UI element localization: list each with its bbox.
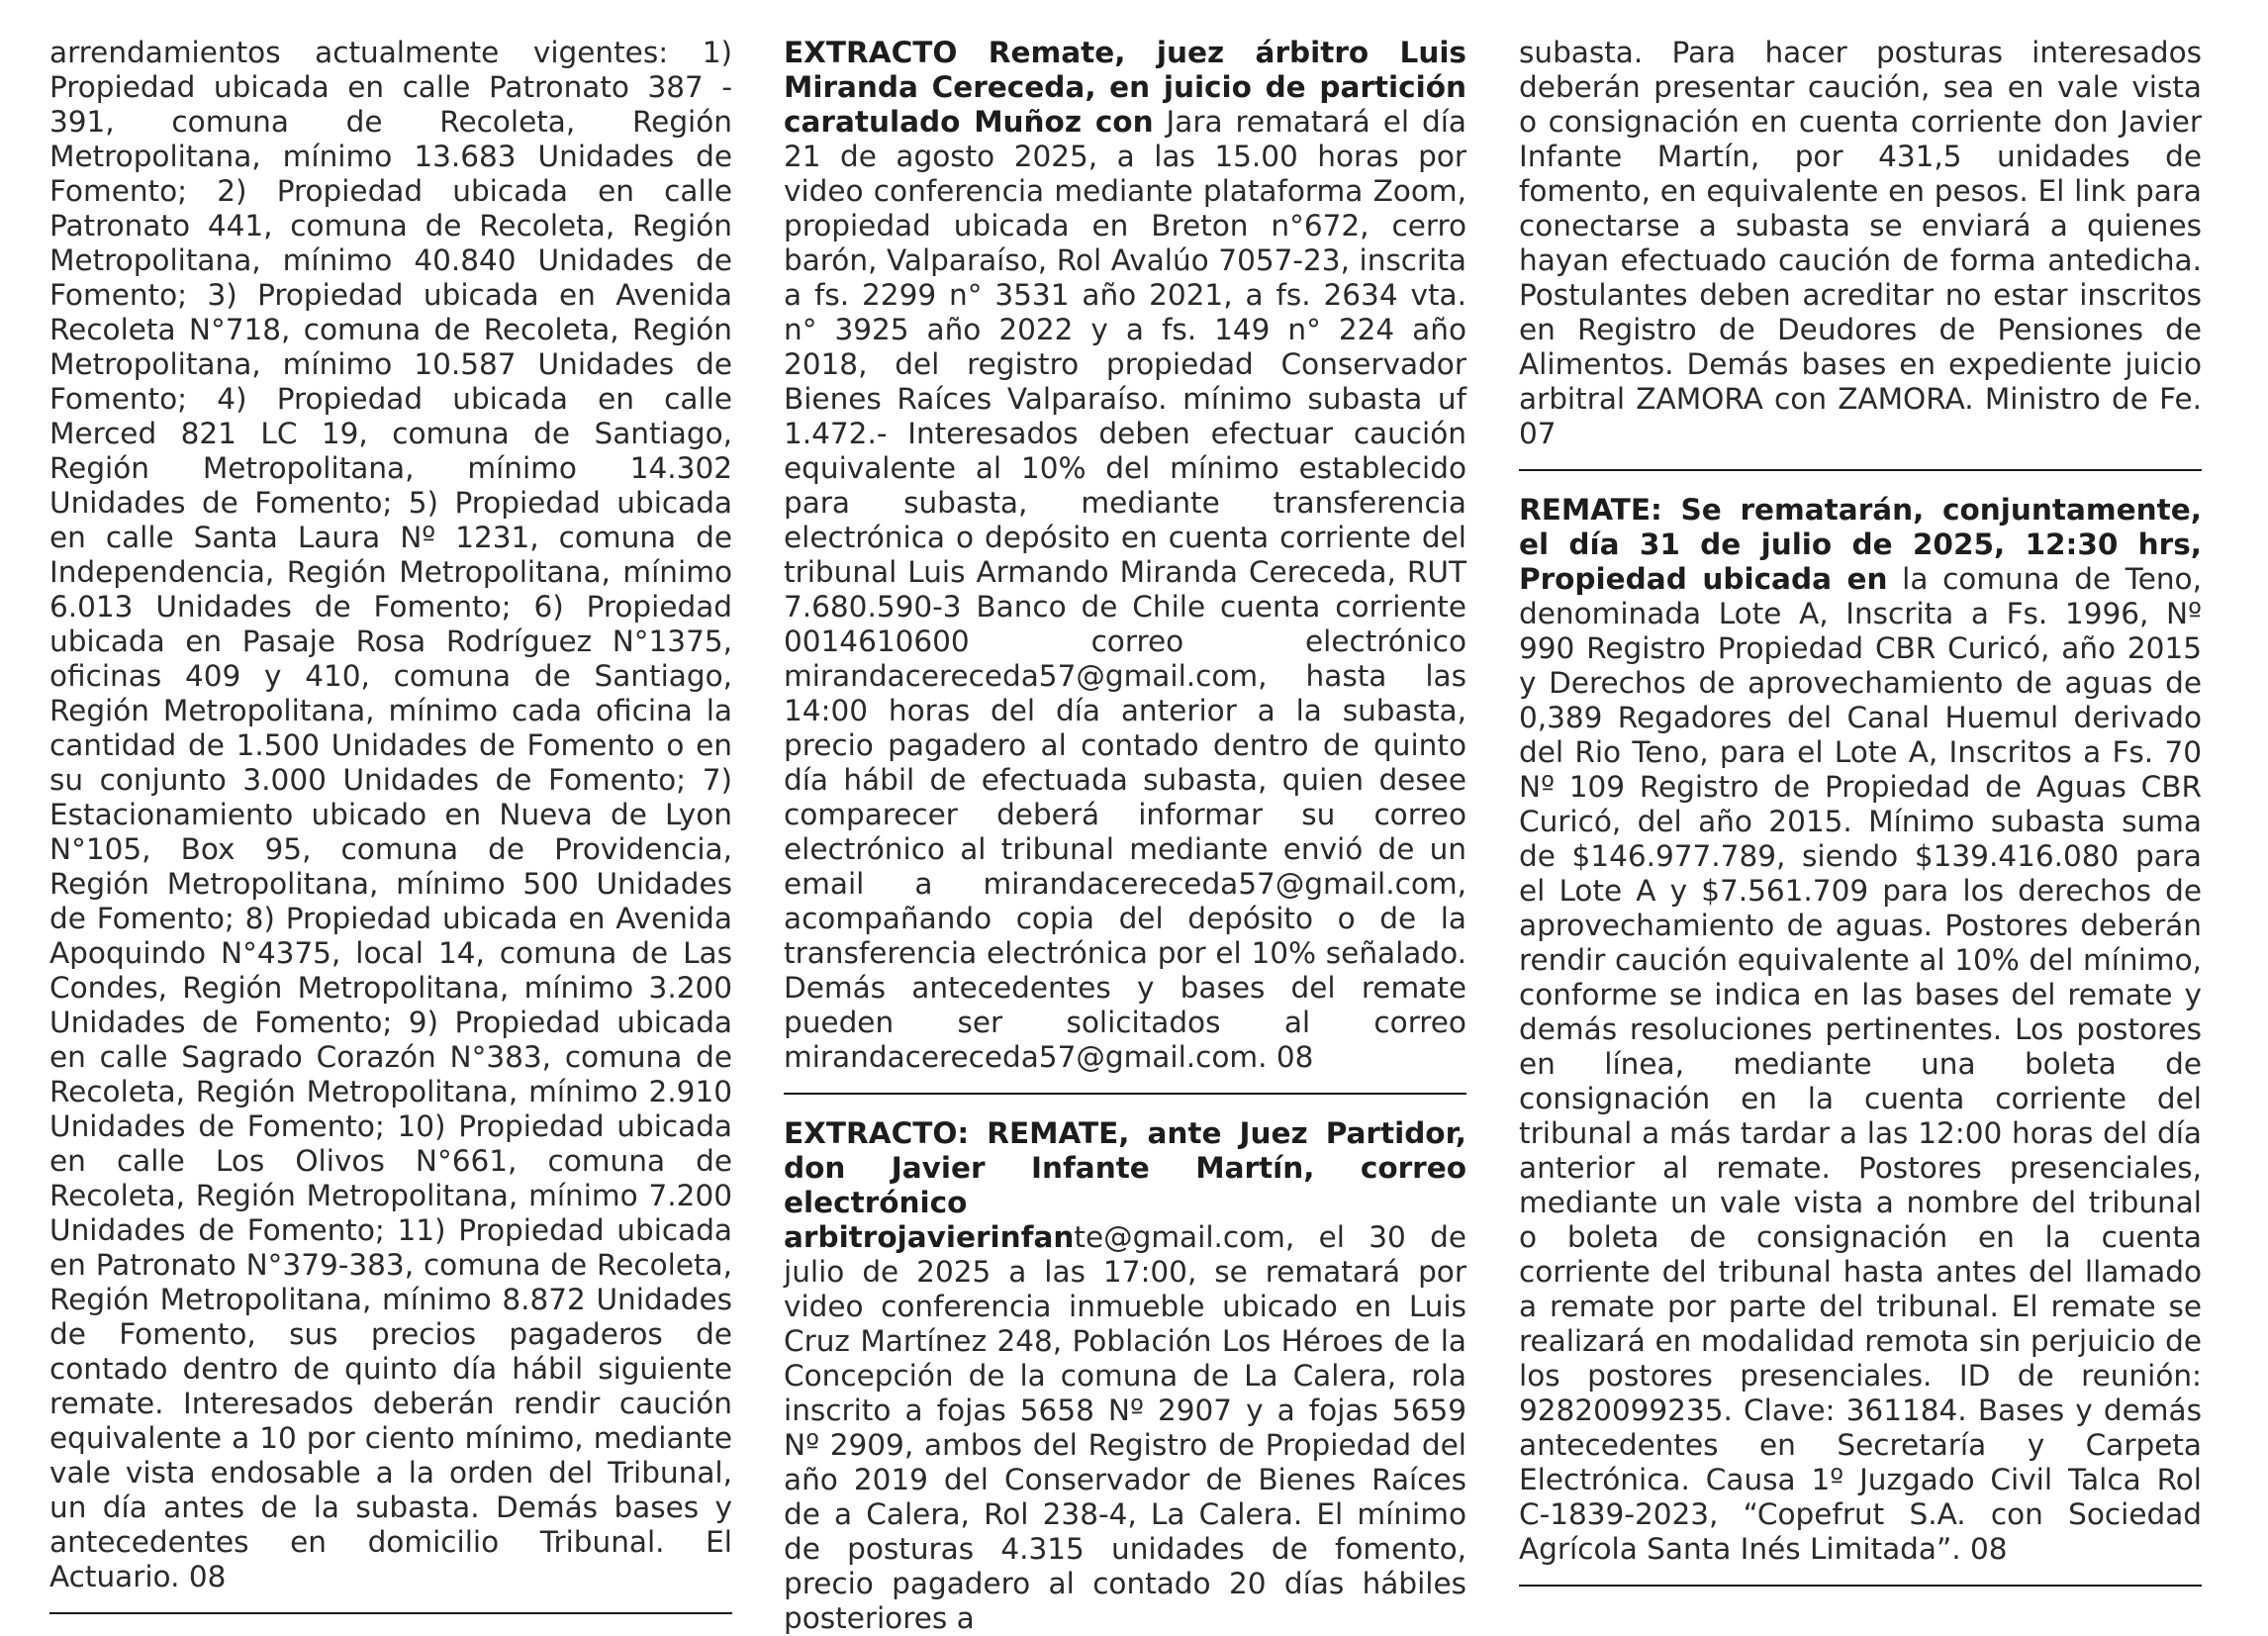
notice-divider bbox=[784, 1093, 1466, 1095]
notice-body: Jara rematará el día 21 de agosto 2025, a las 15.00 horas por video conferencia mediante plataforma Zoom, propiedad ubicada en Breton n°672, cerro barón, Valparaíso, Rol Avalúo 7057-23, inscrita a fs. 2299 n° 3531 año 2021, a fs. 2634 vta. n° 3925 año 2022 y a fs. 149 n° 224 año 2018, del registro propiedad Conservador Bienes Raíces Valparaíso. mínimo subasta uf 1.472.- Interesados deben efectuar caución equivalente al 10% del mínimo establecido para subasta, mediante transferencia electrónica o depósito en cuenta corriente del tribunal Luis Armando Miranda Cereceda, RUT 7.680.590-3 Banco de Chile cuenta corriente 0014610600 correo electrónico mirandacereceda57@gmail.com, hasta las 14:00 horas del día anterior a la subasta, precio pagadero al contado dentro de quinto día hábil de efectuada subasta, quien desee comparecer deberá informar su correo electrónico al tribunal mediante envió de un email a mirandacereceda57@gmail.com, acompañando copia del depósito o de la transferencia electrónica por el 10% señalado. Demás antecedentes y bases del remate pueden ser solicitados al correo mirandacereceda57@gmail.com. 08 bbox=[784, 105, 1466, 1074]
notice-extract-remate-infante bbox=[784, 1116, 1466, 1636]
notice-divider bbox=[1519, 469, 2202, 471]
notice-divider bbox=[49, 1612, 732, 1614]
notice-divider bbox=[1519, 1585, 2202, 1587]
column-right bbox=[1519, 36, 2202, 1608]
notice-extract-remate-miranda bbox=[784, 36, 1466, 1075]
notice-body: la comuna de Teno, denominada Lote A, Inscrita a Fs. 1996, Nº 990 Registro Propiedad CBR Curicó, año 2015 y Derechos de aprovechamiento de aguas de 0,389 Regadores del Canal Huemul derivado del Rio Teno, para el Lote A, Inscritos a Fs. 70 Nº 109 Registro de Propiedad de Aguas CBR Curicó, del año 2015. Mínimo subasta suma de $146.977.789, siendo $139.416.080 para el Lote A y $7.561.709 para los derechos de aprovechamiento de aguas. Postores deberán rendir caución equivalente al 10% del mínimo, conforme se indica en las bases del remate y demás resoluciones pertinentes. Los postores en línea, mediante una boleta de consignación en la cuenta corriente del tribunal a más tardar a las 12:00 horas del día anterior al remate. Postores presenciales, mediante un vale vista a nombre del tribunal o boleta de consignación en la cuenta corriente del tribunal hasta antes del llamado a remate por parte del tribunal. El remate se realizará en modalidad remota sin perjuicio de los postores presenciales. ID de reunión: 92820099235. Clave: 361184. Bases y demás antecedentes en Secretaría y Carpeta Electrónica. Causa 1º Juzgado Civil Talca Rol C-1839-2023, “Copefrut S.A. con Sociedad Agrícola Santa Inés Limitada”. 08 bbox=[1519, 562, 2202, 1566]
notice-body: te@gmail.com, el 30 de julio de 2025 a las 17:00, se rematará por video conferencia inmueble ubicado en Luis Cruz Martínez 248, Población Los Héroes de la Concepción de la comuna de La Calera, rola inscrito a fojas 5658 Nº 2907 y a fojas 5659 Nº 2909, ambos del Registro de Propiedad del año 2019 del Conservador de Bienes Raíces de a Calera, Rol 238-4, La Calera. El mínimo de posturas 4.315 unidades de fomento, precio pagadero al contado 20 días hábiles posteriores a bbox=[784, 1220, 1466, 1635]
column-left bbox=[49, 36, 732, 1636]
notice-body: arrendamientos actualmente vigentes: 1) Propiedad ubicada en calle Patronato 387 - 391, comuna de Recoleta, Región Metropolitana, mínimo 13.683 Unidades de Fomento; 2) Propiedad ubicada en calle Patronato 441, comuna de Recoleta, Región Metropolitana, mínimo 40.840 Unidades de Fomento; 3) Propiedad ubicada en Avenida Recoleta N°718, comuna de Recoleta, Región Metropolitana, mínimo 10.587 Unidades de Fomento; 4) Propiedad ubicada en calle Merced 821 LC 19, comuna de Santiago, Región Metropolitana, mínimo 14.302 Unidades de Fomento; 5) Propiedad ubicada en calle Santa Laura Nº 1231, comuna de Independencia, Región Metropolitana, mínimo 6.013 Unidades de Fomento; 6) Propiedad ubicada en Pasaje Rosa Rodríguez N°1375, oficinas 409 y 410, comuna de Santiago, Región Metropolitana, mínimo cada oficina la cantidad de 1.500 Unidades de Fomento o en su conjunto 3.000 Unidades de Fomento; 7) Estacionamiento ubicado en Nueva de Lyon N°105, Box 95, comuna de Providencia, Región Metropolitana, mínimo 500 Unidades de Fomento; 8) Propiedad ubicada en Avenida Apoquindo N°4375, local 14, comuna de Las Condes, Región Metropolitana, mínimo 3.200 Unidades de Fomento; 9) Propiedad ubicada en calle Sagrado Corazón N°383, comuna de Recoleta, Región Metropolitana, mínimo 2.910 Unidades de Fomento; 10) Propiedad ubicada en calle Los Olivos N°661, comuna de Recoleta, Región Metropolitana, mínimo 7.200 Unidades de Fomento; 11) Propiedad ubicada en Patronato N°379-383, comuna de Recoleta, Región Metropolitana, mínimo 8.872 Unidades de Fomento, sus precios pagaderos de contado dentro de quinto día hábil siguiente remate. Interesados deberán rendir caución equivalente a 10 por ciento mínimo, mediante vale vista endosable a la orden del Tribunal, un día antes de la subasta. Demás bases y antecedentes en domicilio Tribunal. El Actuario. 08 bbox=[49, 36, 732, 1593]
notice-body: subasta. Para hacer posturas interesados deberán presentar caución, sea en vale vista o consignación en cuenta corriente don Javier Infante Martín, por 431,5 unidades de fomento, en equivalente en pesos. El link para conectarse a subasta se enviará a quienes hayan efectuado caución de forma antedicha. Postulantes deben acreditar no estar inscritos en Registro de Deudores de Pensiones de Alimentos. Demás bases en expediente juicio arbitral ZAMORA con ZAMORA. Ministro de Fe. 07 bbox=[1519, 36, 2202, 450]
notice-remate-teno bbox=[1519, 493, 2202, 1567]
notice-heading: EXTRACTO Remate, juez árbitro Luis Miranda Cereceda, en juicio de partición caratulado Muñoz con bbox=[784, 36, 1466, 139]
notice-auction-recoleta-properties bbox=[49, 36, 732, 1594]
column-middle bbox=[784, 36, 1466, 1636]
notice-heading: EXTRACTO: REMATE, ante Juez Partidor, don Javier Infante Martín, correo electrónico arbitrojavierinfan bbox=[784, 1116, 1466, 1254]
notice-extract-remate-infante-continued bbox=[1519, 36, 2202, 451]
notice-heading: REMATE: Se rematarán, conjuntamente, el día 31 de julio de 2025, 12:30 hrs, Propiedad ubicada en bbox=[1519, 493, 2202, 596]
